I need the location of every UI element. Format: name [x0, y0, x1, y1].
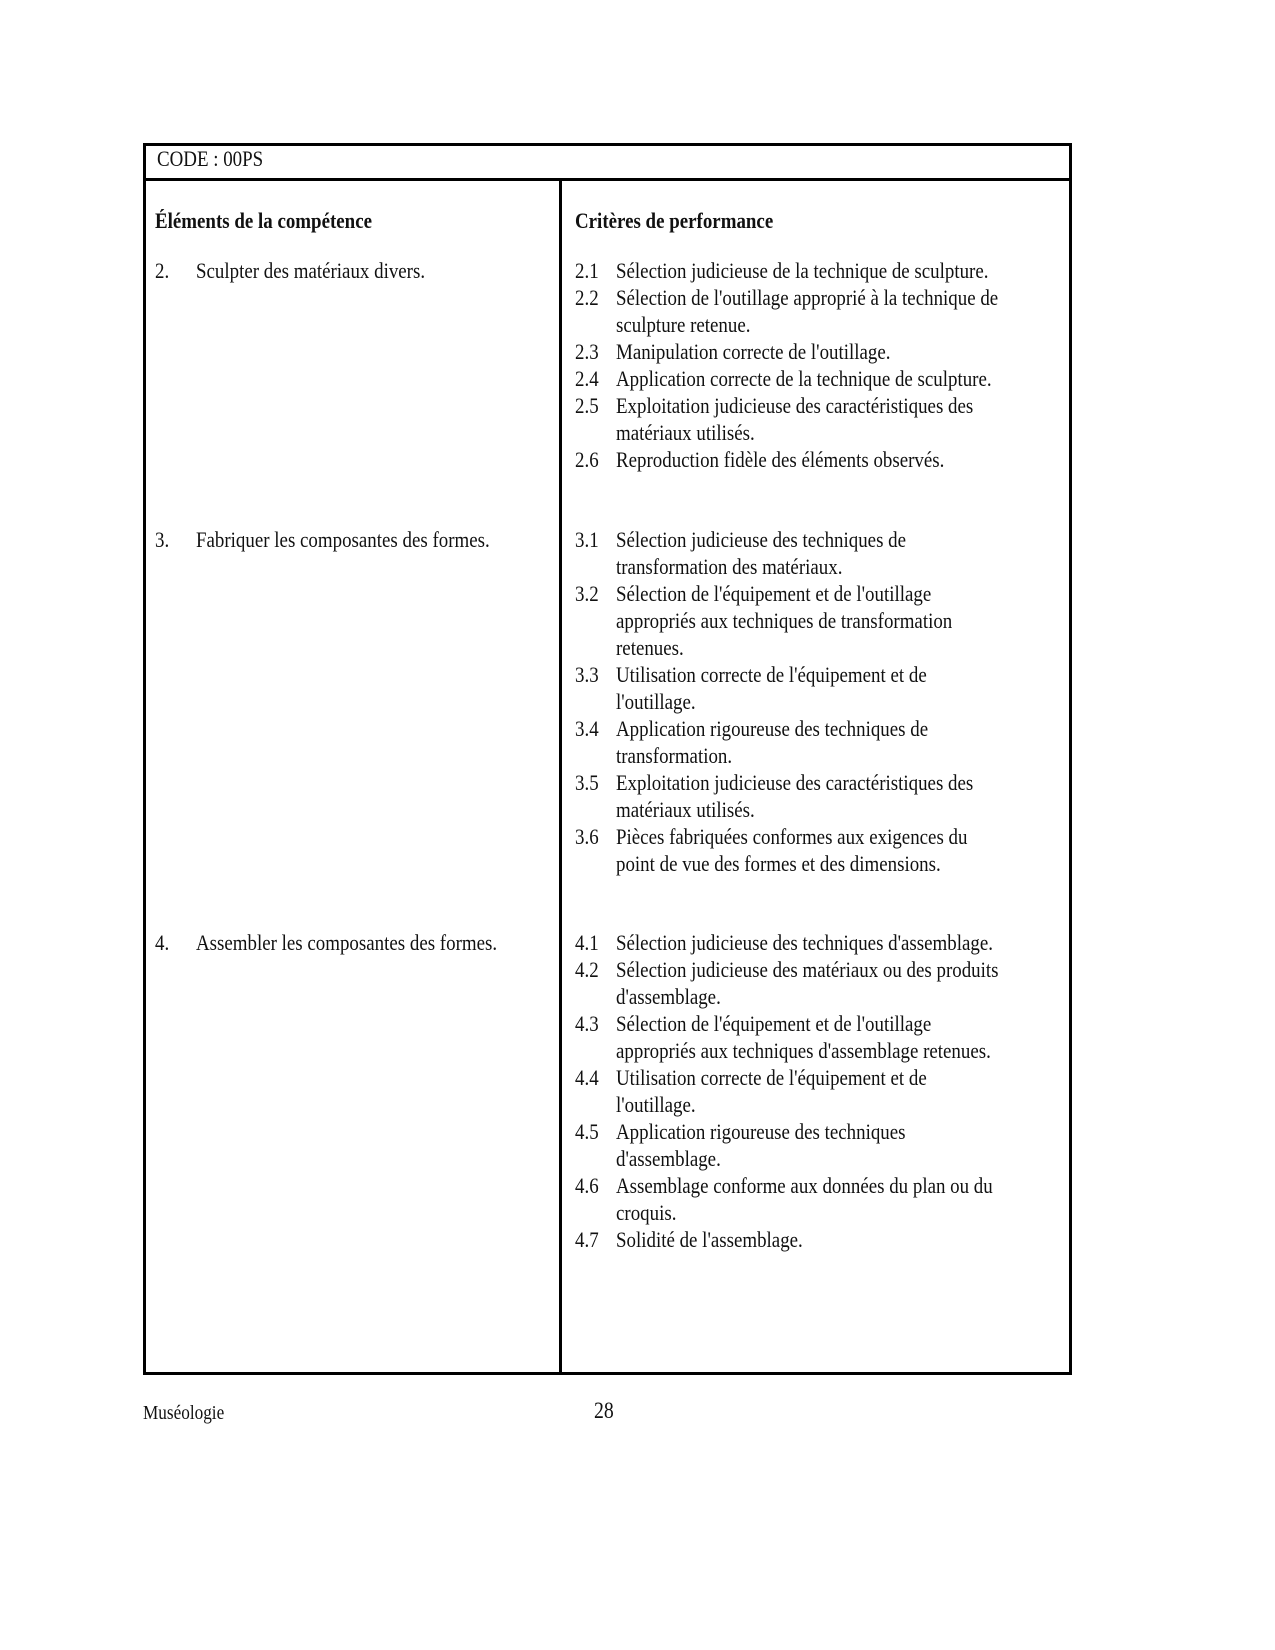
criteria-header: Critères de performance — [575, 208, 774, 233]
table-divider — [143, 178, 1072, 181]
criterion-text: matériaux utilisés. — [616, 420, 755, 445]
criterion-text: matériaux utilisés. — [616, 797, 755, 822]
criterion-text: Application correcte de la technique de sculpture. — [616, 366, 992, 391]
criterion-text: d'assemblage. — [616, 1146, 721, 1171]
criterion-text: Sélection judicieuse de la technique de sculpture. — [616, 258, 989, 283]
criterion-number: 3.1 — [575, 527, 599, 552]
criterion-number: 3.4 — [575, 716, 599, 741]
criterion-text: Sélection judicieuse des techniques de — [616, 527, 907, 552]
criterion-number: 2.5 — [575, 393, 599, 418]
criterion-number: 4.2 — [575, 957, 599, 982]
criterion-text: Sélection de l'équipement et de l'outillage — [616, 1011, 932, 1036]
criterion-number: 4.7 — [575, 1227, 599, 1252]
criterion-text: Sélection de l'équipement et de l'outillage — [616, 581, 932, 606]
criterion-number: 4.3 — [575, 1011, 599, 1036]
criterion-number: 3.5 — [575, 770, 599, 795]
criterion-text: Exploitation judicieuse des caractéristiques des — [616, 393, 974, 418]
criterion-number: 2.1 — [575, 258, 599, 283]
criterion-text: croquis. — [616, 1200, 677, 1225]
criterion-text: sculpture retenue. — [616, 312, 751, 337]
element-number: 3. — [155, 527, 170, 552]
column-divider — [559, 180, 562, 1372]
criterion-number: 4.5 — [575, 1119, 599, 1144]
criterion-text: Sélection de l'outillage approprié à la technique de — [616, 285, 999, 310]
criterion-text: appropriés aux techniques d'assemblage retenues. — [616, 1038, 991, 1063]
criterion-text: Application rigoureuse des techniques — [616, 1119, 906, 1144]
criterion-number: 3.6 — [575, 824, 599, 849]
criterion-number: 2.3 — [575, 339, 599, 364]
page-number: 28 — [594, 1398, 614, 1423]
element-title: Assembler les composantes des formes. — [196, 930, 498, 955]
criterion-text: transformation des matériaux. — [616, 554, 843, 579]
criterion-number: 4.1 — [575, 930, 599, 955]
criterion-text: Utilisation correcte de l'équipement et de — [616, 662, 927, 687]
criterion-text: Exploitation judicieuse des caractéristiques des — [616, 770, 974, 795]
criterion-number: 4.4 — [575, 1065, 599, 1090]
criterion-text: Pièces fabriquées conformes aux exigences du — [616, 824, 968, 849]
criterion-number: 2.2 — [575, 285, 599, 310]
criterion-text: Application rigoureuse des techniques de — [616, 716, 929, 741]
criterion-number: 4.6 — [575, 1173, 599, 1198]
criterion-text: transformation. — [616, 743, 733, 768]
criterion-text: l'outillage. — [616, 1092, 696, 1117]
criterion-text: retenues. — [616, 635, 684, 660]
elements-header: Éléments de la compétence — [155, 208, 373, 233]
criterion-text: appropriés aux techniques de transformation — [616, 608, 953, 633]
criterion-text: Manipulation correcte de l'outillage. — [616, 339, 891, 364]
criterion-text: Utilisation correcte de l'équipement et de — [616, 1065, 927, 1090]
criterion-text: point de vue des formes et des dimensions. — [616, 851, 941, 876]
criterion-number: 3.2 — [575, 581, 599, 606]
code-label: CODE : 00PS — [157, 146, 264, 171]
criterion-text: Assemblage conforme aux données du plan ou du — [616, 1173, 993, 1198]
element-title: Fabriquer les composantes des formes. — [196, 527, 490, 552]
criterion-number: 2.4 — [575, 366, 599, 391]
criterion-text: Sélection judicieuse des techniques d'assemblage. — [616, 930, 993, 955]
element-number: 2. — [155, 258, 170, 283]
criterion-text: l'outillage. — [616, 689, 696, 714]
criterion-number: 3.3 — [575, 662, 599, 687]
footer-title: Muséologie — [143, 1402, 225, 1424]
criterion-text: Solidité de l'assemblage. — [616, 1227, 803, 1252]
element-number: 4. — [155, 930, 170, 955]
element-title: Sculpter des matériaux divers. — [196, 258, 426, 283]
criterion-text: Reproduction fidèle des éléments observés. — [616, 447, 945, 472]
criterion-number: 2.6 — [575, 447, 599, 472]
criterion-text: Sélection judicieuse des matériaux ou des produits — [616, 957, 999, 982]
criterion-text: d'assemblage. — [616, 984, 721, 1009]
